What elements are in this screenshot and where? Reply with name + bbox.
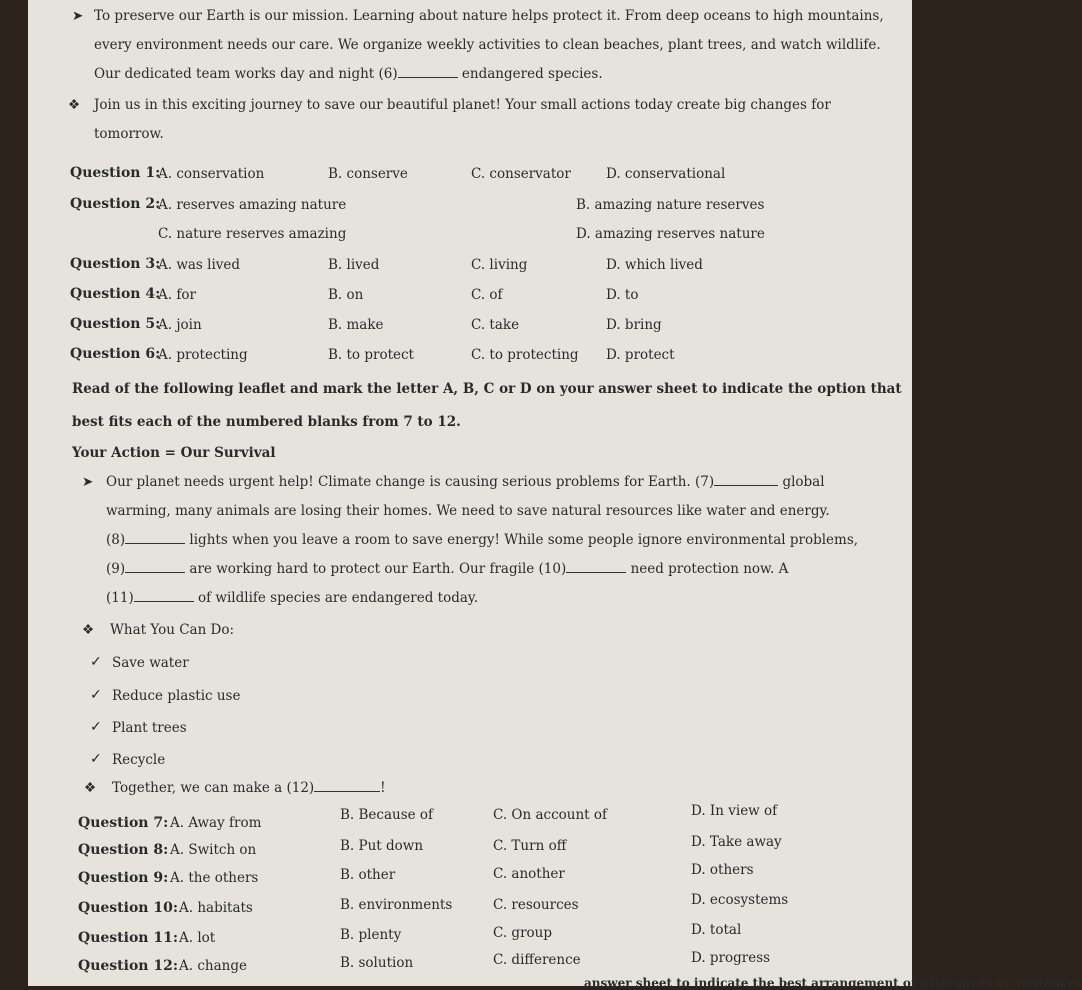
question-label: Question 3: xyxy=(70,256,161,272)
question-label: Question 2: xyxy=(70,196,161,212)
diamond-bullet-icon: ❖ xyxy=(84,780,97,796)
action-item: Reduce plastic use xyxy=(112,688,241,704)
action-item: Save water xyxy=(112,655,189,671)
option-c: C. difference xyxy=(493,952,581,968)
option-c: C. to protecting xyxy=(471,347,579,363)
option-b: B. on xyxy=(328,287,364,303)
option-b: B. to protect xyxy=(328,347,414,363)
question-label: Question 6: xyxy=(70,346,161,362)
question-label: Question 4: xyxy=(70,286,161,302)
leaflet-title: Your Action = Our Survival xyxy=(72,445,276,461)
answer-blank xyxy=(314,781,380,792)
passage-line: To preserve our Earth is our mission. Learning about nature helps protect it. From deep oceans to high mountains, xyxy=(94,8,884,24)
option-b: B. environments xyxy=(340,897,453,913)
leaflet-text: lights when you leave a room to save energy! While some people ignore environmental problems, xyxy=(189,532,859,548)
leaflet-text: (11) xyxy=(106,590,134,606)
option-b: B. solution xyxy=(340,955,414,971)
leaflet-line-with-blank xyxy=(106,561,788,577)
option-c: C. nature reserves amazing xyxy=(158,226,347,242)
question-label: Question 12: xyxy=(78,958,178,974)
leaflet-text: need protection now. A xyxy=(630,561,789,577)
option-b: B. amazing nature reserves xyxy=(576,197,765,213)
checkmark-icon: ✓ xyxy=(90,719,102,735)
what-you-can-do-heading: What You Can Do: xyxy=(110,622,235,638)
option-a: A. for xyxy=(158,287,196,303)
option-a: A. reserves amazing nature xyxy=(158,197,347,213)
option-b: B. plenty xyxy=(340,927,402,943)
option-c: C. resources xyxy=(493,897,579,913)
passage-line: tomorrow. xyxy=(94,126,164,142)
question-label: Question 10: xyxy=(78,900,178,916)
option-c: C. Turn off xyxy=(493,838,567,854)
answer-blank xyxy=(398,67,458,78)
option-b: B. Because of xyxy=(340,807,434,823)
leaflet-line: warming, many animals are losing their homes. We need to save natural resources like water and energy. xyxy=(106,503,830,519)
option-d: D. Take away xyxy=(691,834,782,850)
leaflet-text: are working hard to protect our Earth. Our fragile (10) xyxy=(189,561,567,577)
together-line-with-blank xyxy=(112,780,386,796)
option-b: B. make xyxy=(328,317,384,333)
passage-line: every environment needs our care. We organize weekly activities to clean beaches, plant trees, and watch wildlife. xyxy=(94,37,881,53)
answer-blank xyxy=(134,591,194,602)
option-b: B. conserve xyxy=(328,166,408,182)
leaflet-text: ! xyxy=(380,780,386,796)
checkmark-icon: ✓ xyxy=(90,654,102,670)
option-c: C. another xyxy=(493,866,565,882)
leaflet-line-with-blank xyxy=(106,474,825,490)
arrow-bullet-icon: ➤ xyxy=(72,8,84,24)
diamond-bullet-icon: ❖ xyxy=(68,97,81,113)
option-d: D. conservational xyxy=(606,166,726,182)
question-label: Question 9: xyxy=(78,870,169,886)
option-d: D. others xyxy=(691,862,754,878)
leaflet-line-with-blank xyxy=(106,532,858,548)
question-label: Question 7: xyxy=(78,815,169,831)
option-a: A. protecting xyxy=(158,347,248,363)
answer-blank xyxy=(714,475,778,486)
option-a: A. habitats xyxy=(179,900,253,916)
leaflet-text: global xyxy=(782,474,825,490)
leaflet-text: (9) xyxy=(106,561,126,577)
option-d: D. ecosystems xyxy=(691,892,789,908)
option-a: A. was lived xyxy=(158,257,241,273)
option-a: A. conservation xyxy=(158,166,265,182)
option-d: D. protect xyxy=(606,347,675,363)
option-a: A. change xyxy=(179,958,247,974)
option-a: A. Switch on xyxy=(170,842,257,858)
question-label: Question 8: xyxy=(78,842,169,858)
option-d: D. amazing reserves nature xyxy=(576,226,765,242)
answer-blank xyxy=(125,533,185,544)
footer-instruction: answer sheet to indicate the best arrangement of utterances or sentences xyxy=(584,976,1082,990)
action-item: Plant trees xyxy=(112,720,187,736)
diamond-bullet-icon: ❖ xyxy=(82,622,95,638)
action-item: Recycle xyxy=(112,752,166,768)
question-label: Question 11: xyxy=(78,930,178,946)
checkmark-icon: ✓ xyxy=(90,751,102,767)
arrow-bullet-icon: ➤ xyxy=(82,474,94,490)
option-c: C. conservator xyxy=(471,166,571,182)
question-label: Question 5: xyxy=(70,316,161,332)
option-b: B. lived xyxy=(328,257,380,273)
option-a: A. lot xyxy=(179,930,216,946)
option-c: C. living xyxy=(471,257,528,273)
answer-blank xyxy=(566,562,626,573)
option-c: C. On account of xyxy=(493,807,608,823)
passage-line-with-blank xyxy=(94,66,603,82)
option-d: D. progress xyxy=(691,950,771,966)
option-a: A. Away from xyxy=(170,815,262,831)
leaflet-line-with-blank xyxy=(106,590,478,606)
option-b: B. other xyxy=(340,867,396,883)
instruction-line: Read of the following leaflet and mark the letter A, B, C or D on your answer sheet to indicate the option that xyxy=(72,381,902,397)
leaflet-text: Our planet needs urgent help! Climate change is causing serious problems for Earth. (7) xyxy=(106,474,715,490)
option-d: D. which lived xyxy=(606,257,703,273)
checkmark-icon: ✓ xyxy=(90,687,102,703)
option-c: C. group xyxy=(493,925,552,941)
option-d: D. total xyxy=(691,922,742,938)
option-d: D. In view of xyxy=(691,803,778,819)
worksheet-page xyxy=(28,0,1082,990)
leaflet-text: (8) xyxy=(106,532,126,548)
passage-line: Join us in this exciting journey to save our beautiful planet! Your small actions today create big changes for xyxy=(94,97,831,113)
option-c: C. of xyxy=(471,287,503,303)
option-c: C. take xyxy=(471,317,520,333)
option-a: A. the others xyxy=(170,870,259,886)
option-d: D. to xyxy=(606,287,639,303)
passage-text: endangered species. xyxy=(461,66,603,82)
option-d: D. bring xyxy=(606,317,662,333)
leaflet-text: Together, we can make a (12) xyxy=(112,780,315,796)
question-label: Question 1: xyxy=(70,165,161,181)
option-b: B. Put down xyxy=(340,838,424,854)
option-a: A. join xyxy=(158,317,202,333)
answer-blank xyxy=(125,562,185,573)
instruction-line: best fits each of the numbered blanks from 7 to 12. xyxy=(72,414,461,430)
passage-text: Our dedicated team works day and night (6) xyxy=(94,66,398,82)
leaflet-text: of wildlife species are endangered today. xyxy=(198,590,479,606)
